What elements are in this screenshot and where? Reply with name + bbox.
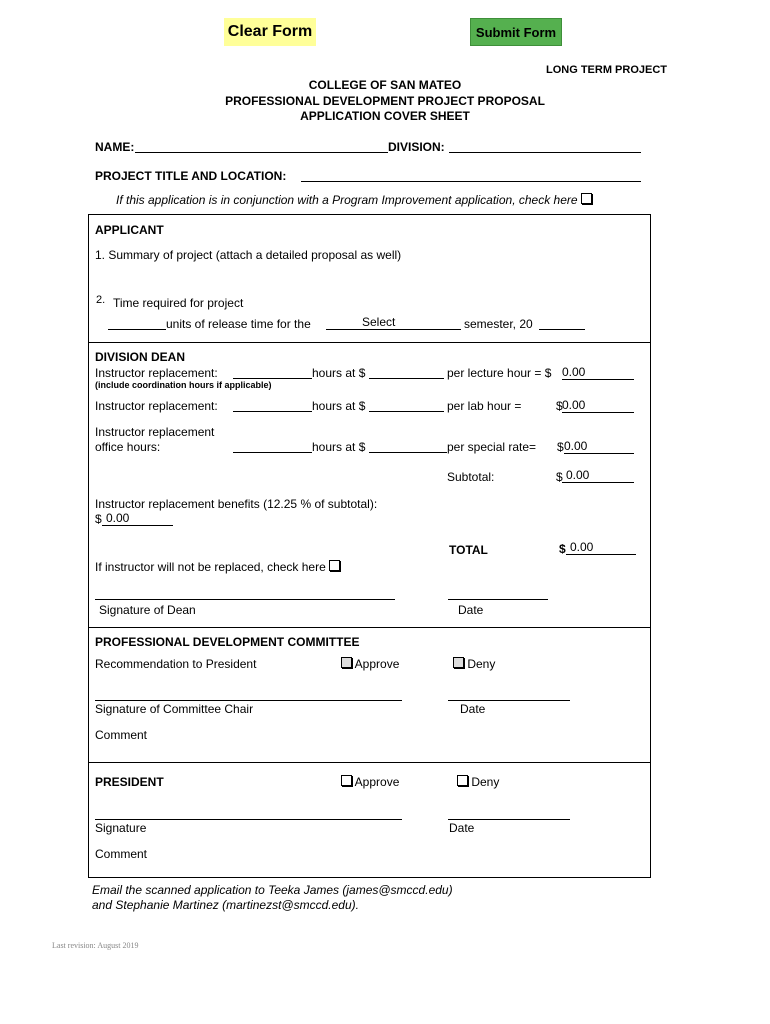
divider-president — [88, 762, 651, 763]
year-field[interactable] — [539, 329, 585, 330]
item2-number: 2. — [96, 294, 106, 306]
committee-deny-option — [450, 657, 495, 671]
president-heading: PRESIDENT — [95, 775, 164, 789]
president-date-line[interactable] — [448, 819, 570, 820]
committee-date-label: Date — [460, 702, 486, 716]
recommendation-label: Recommendation to President — [95, 657, 257, 671]
divider-committee — [88, 627, 651, 628]
dean-date-line[interactable] — [448, 599, 548, 600]
benefits-value: 0.00 — [106, 511, 130, 525]
lab-dollar-sign: $ — [556, 399, 563, 413]
office-hours-label: office hours: — [95, 440, 161, 454]
office-hours-field[interactable] — [233, 452, 312, 453]
total-value: 0.00 — [570, 540, 594, 554]
lab-rate-field[interactable] — [369, 411, 444, 412]
coordination-note: (include coordination hours if applicable) — [95, 380, 272, 390]
not-replaced-label: If instructor will not be replaced, check here — [95, 560, 326, 574]
office-replacement-label: Instructor replacement — [95, 425, 215, 439]
president-signature-line[interactable] — [95, 819, 402, 820]
president-comment-label: Comment — [95, 847, 148, 861]
applicant-heading: APPLICANT — [95, 223, 164, 237]
per-special-label: per special rate= — [447, 440, 537, 454]
project-title-label: PROJECT TITLE AND LOCATION: — [95, 169, 287, 183]
lab-hours-field[interactable] — [233, 411, 312, 412]
lab-amount-field[interactable] — [562, 399, 634, 413]
president-deny-label: Deny — [471, 775, 500, 789]
division-label: DIVISION: — [388, 140, 445, 154]
benefits-label: Instructor replacement benefits (12.25 % of subtotal): — [95, 497, 378, 511]
dean-signature-line[interactable] — [95, 599, 395, 600]
committee-heading: PROFESSIONAL DEVELOPMENT COMMITTEE — [95, 635, 360, 649]
lecture-replacement-label: Instructor replacement: — [95, 366, 218, 380]
program-improvement-checkbox[interactable] — [581, 193, 592, 204]
president-deny-checkbox[interactable] — [457, 775, 468, 786]
subtotal-dollar-sign: $ — [556, 470, 563, 484]
division-field[interactable] — [449, 152, 641, 153]
benefits-field[interactable] — [102, 512, 173, 526]
units-field[interactable] — [108, 329, 166, 330]
summary-item: 1. Summary of project (attach a detailed proposal as well) — [95, 248, 402, 262]
form-subtitle: APPLICATION COVER SHEET — [300, 109, 470, 123]
dean-signature-label: Signature of Dean — [99, 603, 196, 617]
subtotal-field[interactable] — [562, 469, 634, 483]
lab-amount-value: 0.00 — [562, 398, 586, 412]
revision-note: Last revision: August 2019 — [52, 941, 139, 950]
per-lab-label: per lab hour = — [447, 399, 522, 413]
subtotal-label: Subtotal: — [447, 470, 495, 484]
lecture-hours-field[interactable] — [233, 378, 312, 379]
committee-signature-line[interactable] — [95, 700, 402, 701]
name-field[interactable] — [135, 152, 388, 153]
name-label: NAME: — [95, 140, 135, 154]
subtotal-value: 0.00 — [566, 468, 590, 482]
committee-deny-checkbox[interactable] — [453, 657, 464, 668]
total-label: TOTAL — [449, 543, 488, 557]
per-lecture-label: per lecture hour = $ — [447, 366, 552, 380]
president-signature-label: Signature — [95, 821, 147, 835]
semester-select-value: Select — [362, 315, 396, 329]
conjunction-note-text: If this application is in conjunction with a Program Improvement application, check here — [116, 193, 578, 207]
lecture-rate-field[interactable] — [369, 378, 444, 379]
special-dollar-sign: $ — [557, 440, 564, 454]
total-field[interactable] — [566, 541, 636, 555]
not-replaced-checkbox[interactable] — [329, 560, 340, 571]
submit-form-button[interactable]: Submit Form — [470, 18, 562, 46]
clear-form-button[interactable]: Clear Form — [224, 18, 316, 46]
conjunction-note — [116, 193, 592, 207]
project-title-field[interactable] — [301, 181, 641, 182]
committee-deny-label: Deny — [467, 657, 496, 671]
form-title: PROFESSIONAL DEVELOPMENT PROJECT PROPOSAL — [225, 94, 545, 108]
email-instruction-line1: Email the scanned application to Teeka James (james@smccd.edu) — [92, 883, 453, 897]
special-rate-field[interactable] — [369, 452, 447, 453]
president-approve-label: Approve — [354, 775, 400, 789]
office-hours-at: hours at $ — [312, 440, 366, 454]
committee-date-line[interactable] — [448, 700, 570, 701]
lecture-hours-at: hours at $ — [312, 366, 366, 380]
president-deny-option — [454, 775, 499, 789]
divider-dean — [88, 342, 651, 343]
lecture-amount-field[interactable] — [562, 366, 634, 380]
committee-approve-label: Approve — [354, 657, 400, 671]
time-required-label: Time required for project — [113, 296, 244, 310]
committee-approve-option — [338, 657, 399, 671]
lab-replacement-label: Instructor replacement: — [95, 399, 218, 413]
lecture-amount-value: 0.00 — [562, 365, 586, 379]
special-amount-field[interactable] — [564, 440, 634, 454]
special-amount-value: 0.00 — [564, 439, 588, 453]
president-approve-checkbox[interactable] — [341, 775, 352, 786]
total-dollar-sign: $ — [559, 542, 566, 556]
dean-heading: DIVISION DEAN — [95, 350, 186, 364]
president-approve-option — [338, 775, 399, 789]
units-text: units of release time for the — [166, 317, 311, 331]
president-date-label: Date — [449, 821, 475, 835]
long-term-project-tag: LONG TERM PROJECT — [546, 64, 668, 76]
committee-approve-checkbox[interactable] — [341, 657, 352, 668]
dean-date-label: Date — [458, 603, 484, 617]
email-instruction-line2: and Stephanie Martinez (martinezst@smccd.edu). — [92, 898, 359, 912]
benefits-dollar-sign: $ — [95, 512, 102, 526]
semester-text: semester, 20 — [464, 317, 533, 331]
college-name: COLLEGE OF SAN MATEO — [308, 78, 462, 92]
committee-comment-label: Comment — [95, 728, 148, 742]
not-replaced-row — [95, 560, 340, 574]
semester-select[interactable] — [326, 316, 461, 330]
lab-hours-at: hours at $ — [312, 399, 366, 413]
committee-signature-label: Signature of Committee Chair — [95, 702, 254, 716]
